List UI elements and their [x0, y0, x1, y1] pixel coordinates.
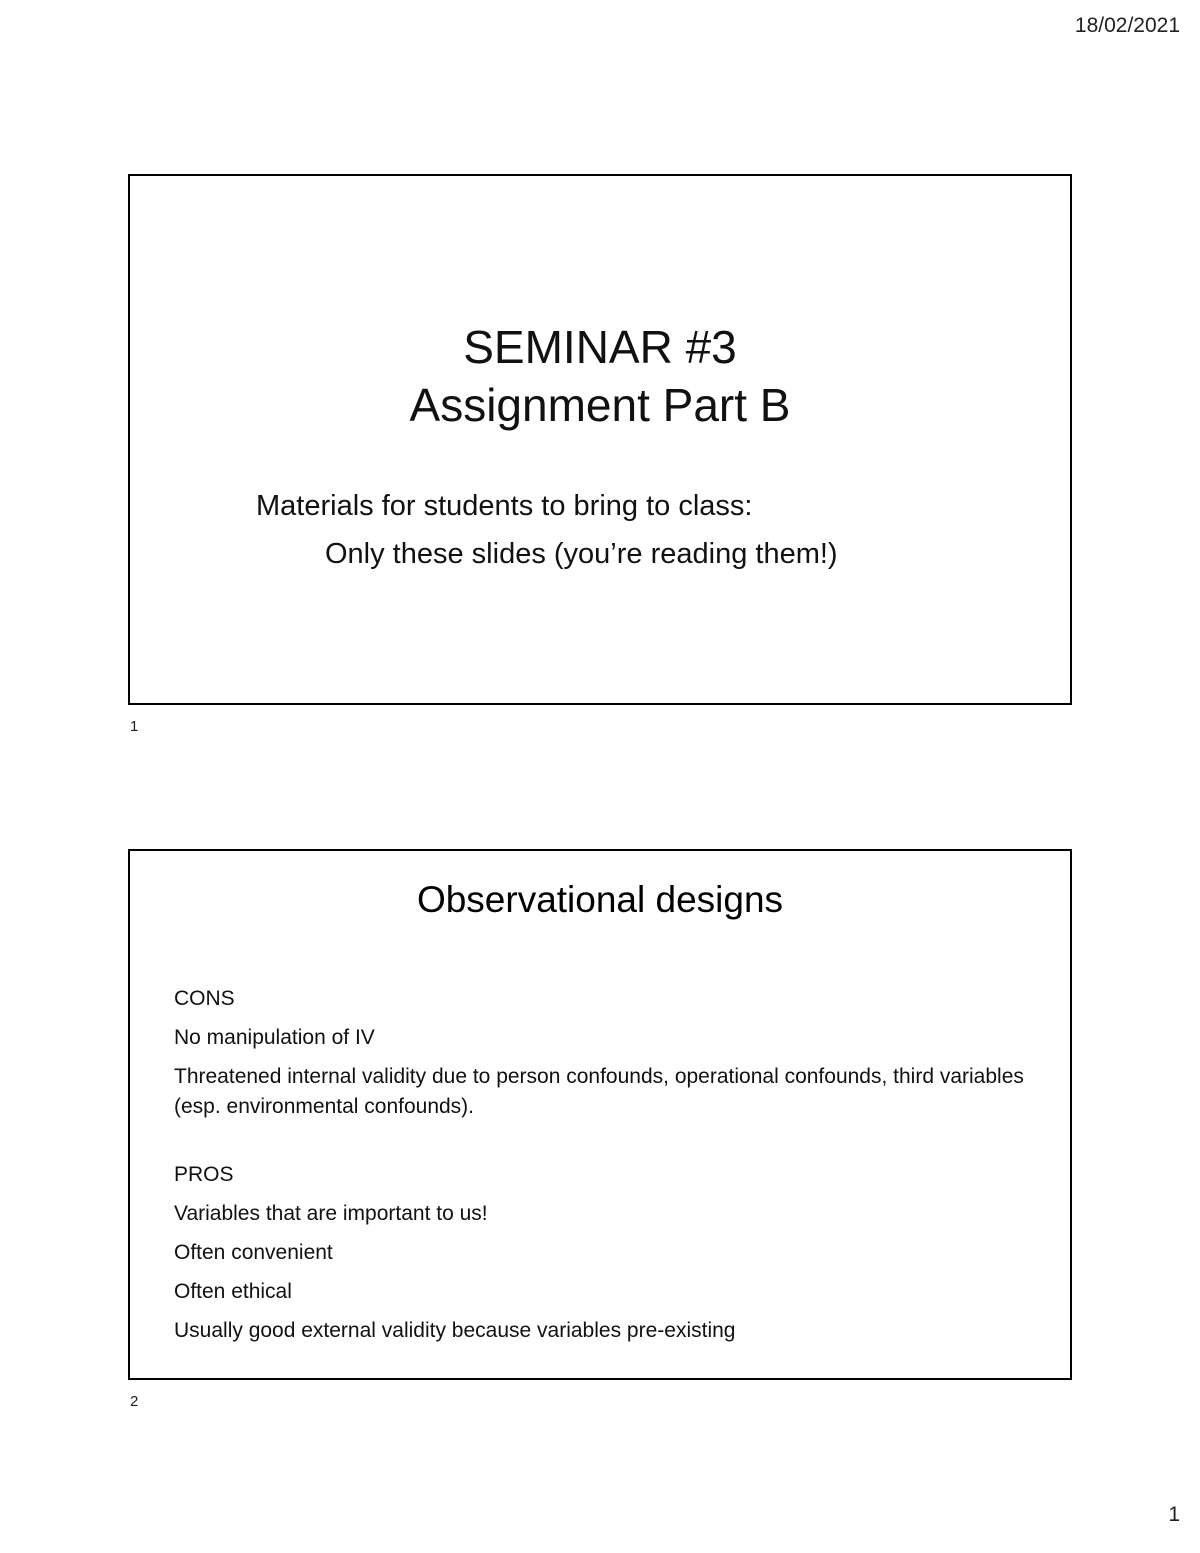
page-date: 18/02/2021 — [1074, 14, 1180, 37]
body-line: No manipulation of IV — [174, 1026, 375, 1049]
page-number: 1 — [1168, 1503, 1180, 1526]
slide-2-title: Observational designs — [416, 879, 784, 920]
slide-1-title-line-2: Assignment Part B — [409, 379, 791, 431]
pros-heading: PROS — [174, 1163, 234, 1186]
slide-1-number: 1 — [130, 718, 139, 735]
slide-1-subtitle-line-2: Only these slides (you’re reading them!) — [325, 538, 838, 570]
body-line: Often ethical — [174, 1280, 292, 1303]
slide-1-title — [130, 318, 1070, 434]
slide-1-title-line-1: SEMINAR #3 — [463, 321, 737, 373]
cons-heading: CONS — [174, 987, 235, 1010]
body-line: Often convenient — [174, 1241, 333, 1264]
body-line: Usually good external validity because variables pre-existing — [174, 1319, 736, 1342]
slide-2-number: 2 — [130, 1393, 139, 1410]
body-line: Threatened internal validity due to person confounds, operational confounds, third variables (esp. environmental confounds). — [174, 1065, 1024, 1118]
slide-2-body — [174, 984, 1054, 1355]
body-line: Variables that are important to us! — [174, 1202, 488, 1225]
slide-1-subtitle-line-1: Materials for students to bring to class: — [256, 490, 753, 522]
slide-2 — [128, 849, 1072, 1380]
slide-1 — [128, 174, 1072, 705]
